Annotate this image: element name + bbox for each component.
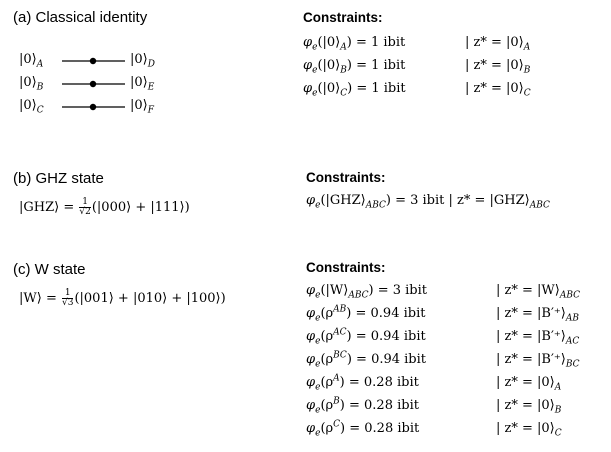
panel-a-constraints-title: Constraints: (303, 10, 383, 25)
panel-b-constraints-title: Constraints: (306, 170, 386, 185)
wire-c-dot (90, 104, 96, 110)
constraint-c-2-rhs: | $z* = |B'^+⟩_{AB}$ (496, 306, 579, 324)
constraint-c-3: $\varphi_e(\rho^{AC}) = 0.94$ ibit (306, 327, 426, 347)
panel-c-title: (c) W state (13, 261, 86, 278)
constraint-a-3-rhs: | $z* = |0⟩_C$ (465, 81, 531, 99)
constraint-c-1: $\varphi_e(|W⟩_{ABC}) = 3$ ibit (306, 283, 427, 301)
constraint-c-1-rhs: | $z* = |W⟩_{ABC}$ (496, 283, 581, 301)
constraint-a-2: $\varphi_e(|0⟩_B) = 1$ ibit (303, 58, 406, 76)
constraint-c-4-rhs: | $z* = |B'^+⟩_{BC}$ (496, 352, 580, 370)
constraint-a-1-rhs: | $z* = |0⟩_A$ (465, 35, 531, 53)
constraint-b-1: $\varphi_e(|GHZ⟩_{ABC}) = 3$ ibit | $z* = |GHZ⟩_{ABC}$ (306, 193, 550, 211)
constraint-a-1: $\varphi_e(|0⟩_A) = 1$ ibit (303, 35, 406, 53)
constraint-c-5: $\varphi_e(\rho^A) = 0.28$ ibit (306, 373, 419, 393)
w-fraction: $\frac{1}{√3}$ (61, 288, 74, 308)
wire-a-dot (90, 58, 96, 64)
constraint-c-6-rhs: | $z* = |0⟩_B$ (496, 398, 562, 416)
constraint-a-2-rhs: | $z* = |0⟩_B$ (465, 58, 531, 76)
output-ket-d: $|0⟩_D$ (130, 52, 155, 70)
w-state-equation: |W⟩ = $\frac{1}{√3}$ (|001⟩ + |010⟩ + |100⟩) (19, 288, 226, 308)
constraint-c-4: $\varphi_e(\rho^{BC}) = 0.94$ ibit (306, 350, 427, 370)
input-ket-a: $|0⟩_A$ (19, 52, 44, 70)
panel-c-constraints-title: Constraints: (306, 260, 386, 275)
output-ket-e: $|0⟩_E$ (130, 75, 155, 93)
wire-b-dot (90, 81, 96, 87)
constraint-c-2: $\varphi_e(\rho^{AB}) = 0.94$ ibit (306, 304, 426, 324)
constraint-c-5-rhs: | $z* = |0⟩_A$ (496, 375, 562, 393)
output-ket-f: $|0⟩_F$ (130, 98, 154, 116)
input-ket-c: $|0⟩_C$ (19, 98, 44, 116)
constraint-c-7-rhs: | $z* = |0⟩_C$ (496, 421, 562, 439)
constraint-c-6: $\varphi_e(\rho^B) = 0.28$ ibit (306, 396, 419, 416)
panel-b-title: (b) GHZ state (13, 170, 104, 187)
constraint-c-7: $\varphi_e(\rho^C) = 0.28$ ibit (306, 419, 420, 439)
panel-a-title: (a) Classical identity (13, 9, 148, 26)
constraint-a-3: $\varphi_e(|0⟩_C) = 1$ ibit (303, 81, 406, 99)
input-ket-b: $|0⟩_B$ (19, 75, 44, 93)
ghz-fraction: $\frac{1}{√2}$ (79, 197, 91, 217)
ghz-state-equation: |GHZ⟩ = $\frac{1}{√2}$ (|000⟩ + |111⟩) (19, 197, 190, 217)
constraint-c-3-rhs: | $z* = |B'^+⟩_{AC}$ (496, 329, 580, 347)
